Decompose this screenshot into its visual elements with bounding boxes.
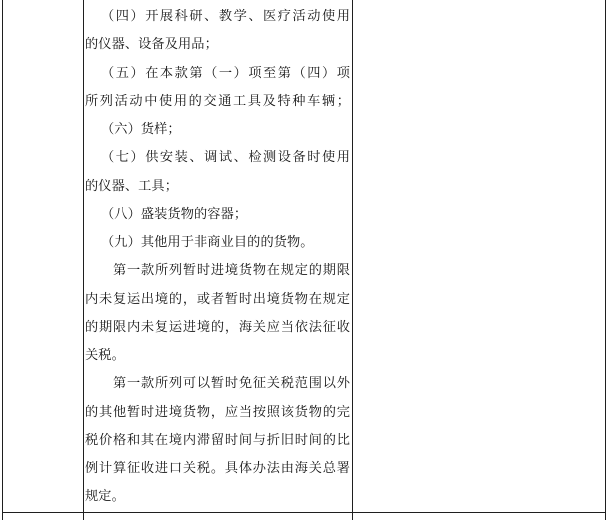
left-stub-cell-next [3,513,84,520]
text-line: 第一款所列暂时进境货物在规定的期限 [113,262,350,278]
table-row-next-partial [2,513,606,520]
text-line: 的仪器、工具； [85,177,179,193]
text-line: （五）在本款第（一）项至第（四）项 [101,64,350,80]
text-line: （七）供安装、调试、检测设备时使用 [101,149,350,165]
text-line: 内未复运出境的，或者暂时出境货物在规定 [85,290,350,306]
text-line: 例计算征收进口关税。具体办法由海关总署 [85,460,350,475]
text-line: 的其他暂时进境货物，应当按照该货物的完 [85,403,350,419]
text-line: （六）货样； [101,121,181,136]
text-line: 的期限内未复运进境的，海关应当依法征收 [85,318,350,334]
right-notes-cell [353,0,606,512]
text-line: 关税。 [85,347,125,362]
text-line: （八）盛装货物的容器； [101,205,248,221]
middle-cell-next [84,513,353,520]
text-line: 规定。 [85,488,125,504]
text-line: （四）开展科研、教学、医疗活动使用 [101,8,350,23]
text-line: 第一款所列可以暂时免征关税范围以外 [113,375,350,391]
text-line: 所列活动中使用的交通工具及特种车辆； [85,92,350,108]
table-row-main [2,0,606,513]
right-cell-next [353,513,606,520]
document-table [2,0,606,520]
text-line: 的仪器、设备及用品； [85,36,218,52]
text-line: 税价格和其在境内滞留时间与折旧时间的比 [85,431,350,447]
text-line: （九）其他用于非商业目的的货物。 [101,234,314,249]
provision-text-cell [84,0,353,512]
left-stub-cell [3,0,84,512]
